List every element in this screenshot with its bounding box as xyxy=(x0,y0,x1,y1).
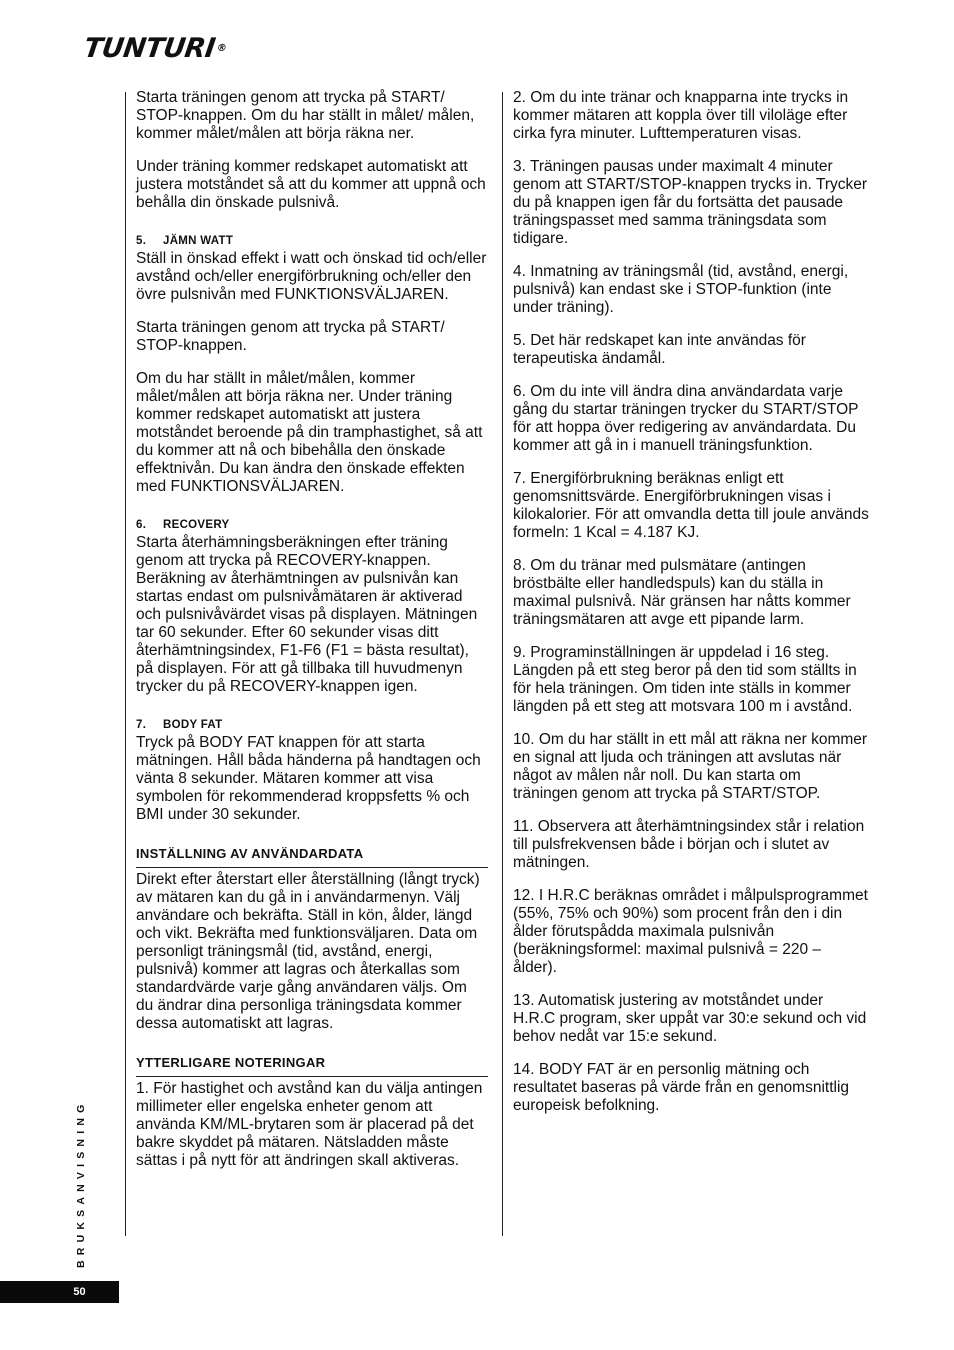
tunturi-logo: TUNTURI® xyxy=(81,33,227,64)
note-item: 13. Automatisk justering av motståndet under H.R.C program, sker uppåt var 30:e sekund och vid behov nedåt var 15:e sekund. xyxy=(513,992,867,1045)
right-column xyxy=(513,89,869,1130)
note-item: 2. Om du inte tränar och knapparna inte trycks in kommer mätaren att koppla över till viloläge efter cirka fyra minuter. Lufttemperaturen visas. xyxy=(513,89,849,142)
section-heading-user-data: INSTÄLLNING AV ANVÄNDARDATA xyxy=(136,846,488,868)
page-number: 50 xyxy=(0,1281,119,1303)
note-item: 5. Det här redskapet kan inte användas för terapeutiska ändamål. xyxy=(513,332,806,367)
note-item: 12. I H.R.C beräknas området i målpulsprogrammet (55%, 75% och 90%) som procent från den i din ålder förutspådda maximala pulsnivån (beräkningsformel: maximal pulsnivå = 220 – ålder). xyxy=(513,887,868,976)
paragraph: Starta återhämningsberäkningen efter träning genom att trycka på RECOVERY-knappen. Beräkning av återhämtningen av pulsnivån kan startas endast om pulsnivåmätaren är aktiverad och pulsnivåvärdet visas på displayen. Mätningen tar 60 sekunder. Efter 60 sekunder visas ditt återhämtningsindex, F1-F6 (F1 = bästa resultat), på displayen. För att gå tillbaka till huvudmenyn trycker du på RECOVERY-knappen igen. xyxy=(136,534,478,695)
right-column-rule xyxy=(502,92,503,1236)
note-item: 4. Inmatning av träningsmål (tid, avstånd, energi, pulsnivå) kan endast ske i STOP-funktion (inte under träning). xyxy=(513,263,849,316)
note-item: 14. BODY FAT är en personlig mätning och resultatet baseras på värde från en genomsnittlig europeisk befolkning. xyxy=(513,1061,850,1114)
side-label: BRUKSANVISNING xyxy=(75,1099,87,1268)
paragraph: Tryck på BODY FAT knappen för att starta mätningen. Håll båda händerna på handtagen och vänta 8 sekunder. Mätaren kommer att visa symbolen för rekommenderad kroppsfetts % och BMI under 30 sekunder. xyxy=(136,734,481,823)
paragraph: Starta träningen genom att trycka på START/ STOP-knappen. Om du har ställt in målet/ målen, kommer målet/målen att börja räkna ner. xyxy=(136,89,475,142)
paragraph: Direkt efter återstart eller återställning (långt tryck) av mätaren kan du gå in i användarmenyn. Välj användare och bekräfta. Ställ in kön, ålder, längd och vikt. Bekräfta med funktionsväljaren. Data om personligt träningsmål (tid, avstånd, energi, pulsnivå) kommer att lagras och återkallas som standardvärde varje gång användaren väljs. Om du ändrar dina personliga träningsdata kommer dessa automatiskt att lagras. xyxy=(136,871,480,1032)
left-column-rule xyxy=(125,92,126,1236)
note-item: 7. Energiförbrukning beräknas enligt ett genomsnittsvärde. Energiförbrukningen visas i kilokalorier. För att omvandla detta till joule används formeln: 1 Kcal = 4.187 KJ. xyxy=(513,470,869,541)
section-heading-notes: YTTERLIGARE NOTERINGAR xyxy=(136,1055,488,1077)
note-item: 11. Observera att återhämtningsindex står i relation till pulsfrekvensen både i början och i slutet av mätningen. xyxy=(513,818,865,871)
left-column xyxy=(136,89,488,1185)
paragraph: Starta träningen genom att trycka på START/ STOP-knappen. xyxy=(136,319,445,354)
section-heading-body-fat: 7. BODY FAT xyxy=(136,719,223,731)
section-heading-jamn-watt: 5. JÄMN WATT xyxy=(136,235,234,247)
paragraph: 1. För hastighet och avstånd kan du välja antingen millimeter eller engelska enheter genom att använda KM/ML-brytaren som är placerad på det bakre skyddet på mätaren. Nätsladden måste sättas i på nytt för att ändringen skall aktiveras. xyxy=(136,1080,483,1169)
note-item: 8. Om du tränar med pulsmätare (antingen bröstbälte eller handledspuls) kan du ställa in maximal pulsnivå. När gränsen har nåtts kommer träningsmätaren att avge ett pipande larm. xyxy=(513,557,851,628)
note-item: 9. Programinställningen är uppdelad i 16 steg. Längden på ett steg beror på den tid som ställts in för hela träningen. Om tiden inte ställs in kommer längden på ett steg att motsvara 100 m i avstånd. xyxy=(513,644,857,715)
paragraph: Ställ in önskad effekt i watt och önskad tid och/eller avstånd och/eller energiförbrukning och/eller den övre pulsnivån med FUNKTIONSVÄLJAREN. xyxy=(136,250,487,303)
section-heading-recovery: 6. RECOVERY xyxy=(136,519,230,531)
paragraph: Om du har ställt in målet/målen, kommer målet/målen att börja räkna ner. Under träning kommer redskapet automatiskt att justera motståndet beroende på din tramphastighet, så att du kommer att nå och bibehålla den önskade effektnivån. Du kan ändra den önskade effekten med FUNKTIONSVÄLJAREN. xyxy=(136,370,483,495)
paragraph: Under träning kommer redskapet automatiskt att justera motståndet så att du kommer att uppnå och behålla din önskade pulsnivå. xyxy=(136,158,486,211)
note-item: 10. Om du har ställt in ett mål att räkna ner kommer en signal att ljuda och träningen att avslutas när något av målen når noll. Du kan starta om träningen genom att trycka på START/STOP. xyxy=(513,731,868,802)
note-item: 6. Om du inte vill ändra dina användardata varje gång du startar träningen trycker du START/STOP för att hoppa över redigering av användardata. Du kommer att gå in i manuell träningsfunktion. xyxy=(513,383,859,454)
note-item: 3. Träningen pausas under maximalt 4 minuter genom att START/STOP-knappen trycks in. Trycker du på knappen igen får du fortsätta det pausade träningspasset med samma träningsdata som tidigare. xyxy=(513,158,868,247)
